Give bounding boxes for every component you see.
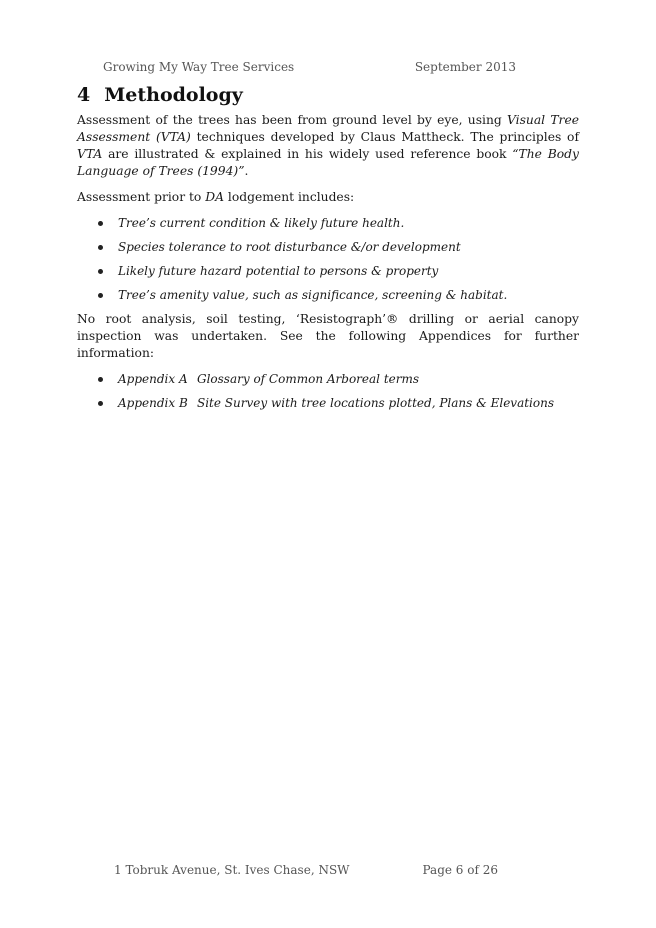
- page-header: [103, 60, 516, 74]
- list-item-text: Species tolerance to root disturbance &/or development: [118, 240, 461, 254]
- footer-page-number: Page 6 of 26: [422, 863, 498, 877]
- list-item: [77, 215, 579, 231]
- bullet-icon: [98, 245, 103, 250]
- intro-paragraph: [77, 112, 579, 180]
- bullet-icon: [98, 377, 103, 382]
- header-company: Growing My Way Tree Services: [103, 60, 295, 74]
- page-content: [77, 84, 579, 419]
- appendix-label: Appendix A: [118, 372, 188, 386]
- assessment-lead-b: lodgement includes:: [224, 190, 355, 204]
- list-item: [77, 371, 579, 387]
- bullet-icon: [98, 401, 103, 406]
- bullet-icon: [98, 269, 103, 274]
- header-date: September 2013: [414, 60, 516, 74]
- section-number: 4: [77, 84, 91, 106]
- intro-vta: VTA: [77, 147, 103, 161]
- list-item: [77, 287, 579, 303]
- assessment-list: [77, 215, 579, 303]
- footer-address: 1 Tobruk Avenue, St. Ives Chase, NSW: [114, 863, 350, 877]
- assessment-lead-da: DA: [205, 190, 224, 204]
- list-item-text: Likely future hazard potential to persons & property: [118, 264, 439, 278]
- list-item: [77, 263, 579, 279]
- appendix-description: Site Survey with tree locations plotted, Plans & Elevations: [197, 396, 554, 410]
- appendix-description: Glossary of Common Arboreal terms: [197, 372, 420, 386]
- bullet-icon: [98, 293, 103, 298]
- scope-paragraph: No root analysis, soil testing, ‘Resistograph’® drilling or aerial canopy inspection was undertaken. See the following Appendices for further information:: [77, 312, 579, 360]
- assessment-lead-a: Assessment prior to: [77, 190, 206, 204]
- assessment-lead: [77, 189, 579, 206]
- intro-text-1: Assessment of the trees has been from ground level by eye, using: [77, 113, 507, 127]
- section-heading: [77, 84, 579, 106]
- intro-vta-full: Visual Tree Assessment (VTA): [77, 113, 579, 144]
- list-item: [77, 395, 579, 411]
- intro-text-4: .: [244, 164, 249, 178]
- list-item-text: Tree’s amenity value, such as significance, screening & habitat.: [118, 288, 508, 302]
- bullet-icon: [98, 221, 103, 226]
- intro-text-2: techniques developed by Claus Mattheck. The principles of: [190, 130, 579, 144]
- list-item: [77, 239, 579, 255]
- intro-text-3: are illustrated & explained in his widely used reference book: [102, 147, 513, 161]
- intro-book-title: “The Body Language of Trees (1994)”: [77, 147, 579, 178]
- appendix-list: [77, 371, 579, 411]
- section-title: Methodology: [104, 84, 243, 106]
- appendix-label: Appendix B: [118, 396, 188, 410]
- list-item-text: Tree’s current condition & likely future health.: [118, 216, 405, 230]
- page-footer: [114, 863, 498, 877]
